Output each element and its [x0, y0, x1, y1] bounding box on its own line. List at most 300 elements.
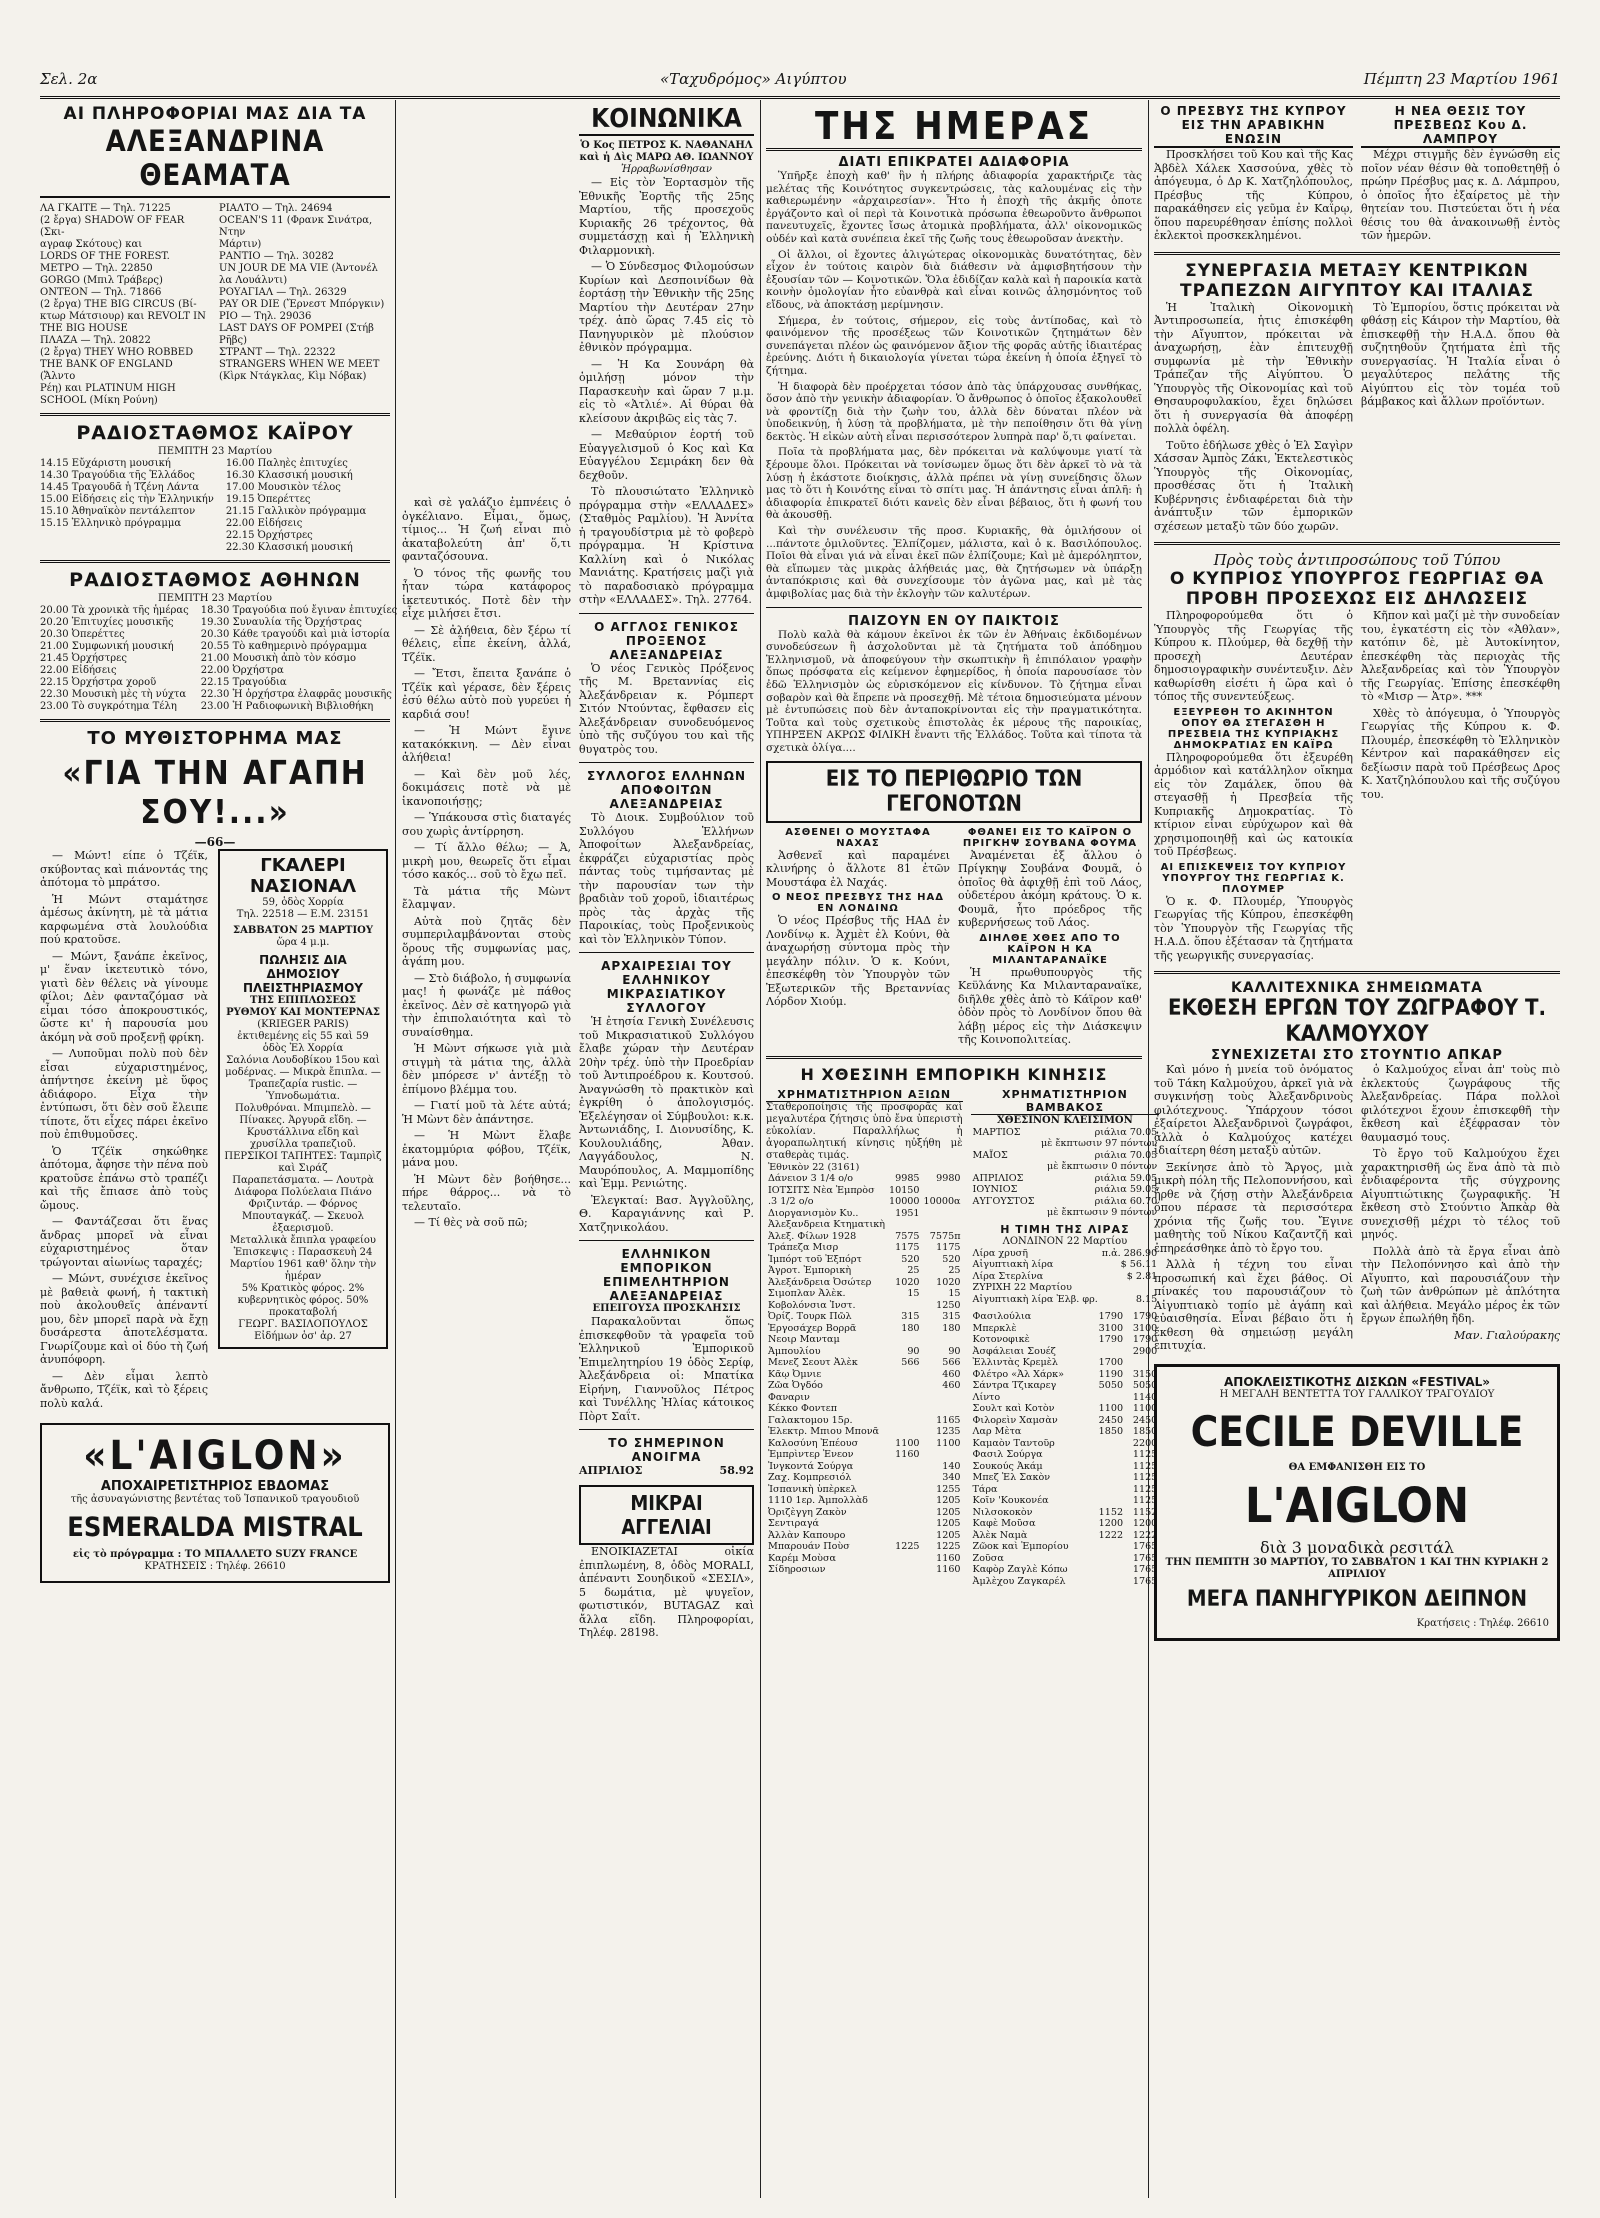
table-row [766, 1254, 963, 1266]
table-cell: 1152 [1098, 1506, 1124, 1518]
table-cell: ΑΥΓΟΥΣΤΟΣ [972, 1195, 1035, 1207]
table-cell: Μενεζ Σεουτ Ἀλὲκ [768, 1357, 858, 1369]
table-row [766, 1484, 963, 1496]
table-cell [1091, 1484, 1125, 1496]
table-row [766, 1495, 963, 1507]
table-cell: Σουκούς Ἀκάμ [972, 1460, 1043, 1472]
table-cell: 1100 [1098, 1403, 1124, 1415]
gallery-krieger: (KRIEGER PARIS) [257, 1019, 349, 1030]
table-cell: 1951 [895, 1207, 920, 1219]
table-row [971, 1334, 1160, 1346]
table-cell: 1020 [895, 1276, 920, 1288]
opening-row [579, 1464, 754, 1477]
table-row [971, 1438, 1160, 1450]
novel-continued [402, 104, 571, 1643]
section-title: ΤΗΣ ΗΜΕΡΑΣ [766, 104, 1142, 151]
table-cell: ριάλια 60.70 [1094, 1195, 1158, 1207]
table-cell: Καρέμ Μοὺσα [768, 1552, 836, 1564]
trade-title: Η ΧΘΕΣΙΝΗ ΕΜΠΟΡΙΚΗ ΚΙΝΗΣΙΣ [800, 1064, 1108, 1084]
table-cell: 1765 [1132, 1575, 1158, 1587]
table-row [971, 1369, 1160, 1381]
pound-table [971, 1248, 1160, 1306]
table-cell: Ἰμπόρτ τοῦ Ἐξπόρτ [768, 1253, 862, 1265]
radio-cairo-title: ΡΑΔΙΟΣΤΑΘΜΟΣ ΚΑΪΡΟΥ [76, 422, 354, 444]
article1-text [766, 170, 1142, 601]
table-row [971, 1380, 1160, 1392]
table-cell: Κέκκο Φοντεπ [768, 1403, 838, 1415]
cotton-title: ΧΡΗΜΑΤΙΣΤΗΡΙΟΝ ΒΑΜΒΑΚΟΣ [971, 1088, 1160, 1115]
table-cell [887, 1553, 922, 1565]
table-cell: 5050 [1132, 1380, 1158, 1392]
table-cell: Σεντιραγά [768, 1518, 819, 1530]
table-row [766, 1346, 963, 1358]
cinema-line: ΡΑΝΤΙΟ — Τηλ. 30282 [219, 251, 335, 262]
paragraph: καὶ σὲ γαλάζιο ἐμπνέεις ὁ ὀγκέλιανο. Εἶμαι, ὅμως, τίμιος... Ἡ ζωή εἶναι πιὸ ἀκαταβολεύτη ἀπ' ὅ,τι φανταζόσουνα. [402, 496, 572, 563]
classifieds-title: ΜΙΚΡΑΙ ΑΓΓΕΛΙΑΙ [621, 1491, 712, 1539]
schedule-entry [40, 530, 214, 542]
table-row [971, 1484, 1160, 1496]
table-cell [1091, 1576, 1125, 1588]
paragraph: Ἡ Μὼντ δὲν βοήθησε... πήρε θάρρος... νὰ τὸ τελευταῖο. [402, 1172, 572, 1213]
opening-title: ΤΟ ΣΗΜΕΡΙΝΟΝ ΑΝΟΙΓΜΑ [608, 1436, 725, 1464]
paragraph: — Ἡ Κα Σουνάρη θὰ ὁμιλήσῃ μόνον τὴν Παρασκευὴν καὶ ὥραν 7 μ.μ. εἰς τὸ «Ἀτλιέ». Αἱ θύραι θὰ κλείσουν ἀκριβῶς εἰς τὰς 7. [579, 357, 754, 425]
schedule-entry: 15.00 Εἰδήσεις εἰς τὴν Ἑλληνικήν [40, 494, 214, 505]
social-engaged: Ἠρραβωνίσθησαν [621, 164, 712, 175]
schedule-entry: 22.30 Ἡ ὀρχήστρα ἐλαφρᾶς μουσικῆς [200, 689, 392, 700]
art-text-left [1154, 1063, 1353, 1356]
paper-name: «Ταχυδρόμος» Αιγύπτου [660, 70, 847, 88]
margin-b-title: Ο ΝΕΟΣ ΠΡΕΣΒΥΣ ΤΗΣ ΗΑΔ ΕΝ ΛΟΝΔΙΝΩ [772, 892, 944, 915]
column-left [40, 104, 398, 2204]
table-cell: Ἀλεξάνδρεια Ὀσώτερ [768, 1276, 872, 1288]
paragraph: — Σὲ ἀλήθεια, δὲν ξέρω τί θέλεις, εἶπε ἐκείνη, ἀλλά, Τζέϊκ. [402, 623, 572, 664]
table-row [766, 1231, 963, 1243]
table-cell: 2450 [1132, 1414, 1158, 1426]
table-cell: 1205 [936, 1518, 961, 1530]
novel-text-right [402, 496, 571, 1230]
table-cell: Φασιλ Σούργα [972, 1449, 1043, 1461]
table-row [971, 1357, 1160, 1369]
table-cell: 460 [942, 1368, 961, 1380]
cinema-line: (2 ἔργα) THEY WHO ROBBED [40, 347, 194, 358]
schedule-entry: 20.00 Τὰ χρονικὰ τῆς ἡμέρας [40, 605, 189, 616]
pound-date: ΛΟΝΔΙΝΟΝ 22 Μαρτίου [1002, 1235, 1128, 1247]
table-cell [922, 1185, 963, 1197]
paragraph: Ξεκίνησε ἀπὸ τὸ Ἄργος, μιὰ μικρὴ πόλη τῆς Πελοποννήσου, καὶ ἦρθε νὰ ζήσῃ στὴν Ἀλεξάνδρεια ὅπου πέρασε τὰ περισσότερα χρόνια τῆς ζωῆς του. Ἔγινε μαθητὴς τοῦ Νίκου Καζαντζῆ καὶ ἐπηρεάσθηκε ἀπὸ τὸ ἔργο του. [1154, 1160, 1353, 1255]
cinema-line: ΣΤΡΑΝΤ — Τηλ. 22322 [219, 347, 336, 358]
paragraph: — Δὲν εἶμαι λεπτὸ ἄνθρωπο, Τζέϊκ, καὶ τὸ ξέρεις πολὺ καλά. [40, 1369, 208, 1410]
schedule-entry: 21.00 Συμφωνική μουσική [40, 641, 174, 652]
schedule-entry: 22.00 Εἰδήσεις [40, 665, 117, 676]
stock-title: ΧΡΗΜΑΤΙΣΤΗΡΙΟΝ ΑΞΙΩΝ [766, 1088, 963, 1102]
table-row [971, 1426, 1160, 1438]
novel-title: «ΓΙΑ ΤΗΝ ΑΓΑΠΗ ΣΟΥ!...» [62, 753, 368, 831]
table-cell [1091, 1392, 1125, 1404]
table-cell: 1790 [1132, 1334, 1158, 1346]
table-cell: 315 [901, 1311, 920, 1323]
paragraph: — Ἡ Μώντ ἔγινε κατακόκκινη. — Δὲν εἶναι ἀλήθεια! [402, 724, 572, 764]
table-cell: 1125 [1132, 1449, 1158, 1461]
union-title: ΣΥΛΛΟΓΟΣ ΕΛΛΗΝΩΝ ΑΠΟΦΟΙΤΩΝ ΑΛΕΞΑΝΔΡΕΙΑΣ [587, 769, 746, 811]
table-cell [887, 1300, 922, 1312]
schedule-entry: 14.30 Τραγούδια τῆς Ἑλλάδος [40, 470, 195, 481]
table-cell [887, 1162, 922, 1174]
schedule-entry: 16.30 Κλασσική μουσική [225, 470, 353, 481]
table-cell: 10150 [889, 1184, 920, 1196]
table-cell: 340 [942, 1472, 961, 1484]
table-row [971, 1507, 1160, 1519]
table-cell: 520 [942, 1253, 961, 1265]
table-cell [887, 1507, 922, 1519]
deville-advert [1154, 1364, 1560, 1641]
cinema-line: Μάρτιν) [219, 239, 262, 250]
paragraph: Τὰ μάτια τῆς Μὼντ ἔλαμψαν. [402, 884, 572, 911]
table-cell: Ἀσφάλειαι Σουέζ [972, 1345, 1056, 1357]
table-cell: Φιλορεὶν Χαμσὰν [972, 1414, 1058, 1426]
table-row [971, 1127, 1160, 1139]
table-cell: Σάντρα Τζικαρεγ [972, 1380, 1057, 1392]
table-row [766, 1369, 963, 1381]
table-row [971, 1541, 1160, 1553]
radio-athens-schedule [40, 605, 398, 713]
table-cell: 315 [942, 1311, 961, 1323]
table-row [971, 1518, 1160, 1530]
aiglon-week: ΑΠΟΧΑΙΡΕΤΙΣΤΗΡΙΟΣ ΕΒΔΟΜΑΣ [100, 1479, 330, 1494]
article1-title: ΔΙΑΤΙ ΕΠΙΚΡΑΤΕΙ ΑΔΙΑΦΟΡΙΑ [838, 155, 1070, 170]
table-row [971, 1271, 1160, 1283]
deville-dinner: ΜΕΓΑ ΠΑΝΗΓΥΡΙΚΟΝ ΔΕΙΠΝΟΝ [1186, 1586, 1528, 1612]
table-cell: Λίντο [972, 1391, 1001, 1403]
cinema-line: ΜΕΤΡΟ — Τηλ. 22850 [40, 263, 153, 274]
table-row [766, 1219, 963, 1231]
table-row [766, 1415, 963, 1427]
cinema-line: ΡΙΑΛΤΟ — Τηλ. 24694 [219, 203, 333, 214]
table-cell: 2450 [1098, 1414, 1124, 1426]
table-row [766, 1185, 963, 1197]
social-text [579, 176, 754, 607]
ambassador-title: Η ΝΕΑ ΘΕΣΙΣ ΤΟΥ ΠΡΕΣΒΕΩΣ Κου Δ. ΛΑΜΠΡΟΥ [1361, 104, 1560, 148]
aiglon-program: εἰς τὸ πρόγραμμα : ΤΟ ΜΠΑΛΛΕΤΟ SUZY FRANCE [72, 1549, 358, 1560]
article2-text: Πολὺ καλὰ θὰ κάμουν ἐκεῖνοι ἐκ τῶν ἐν Ἀθήναις ἐκδιδομένων συνοδεύσεων ἢ ἀσχολοῦνται μὲ τὰ ζητήματα τοῦ ἀπόδημου Ἑλληνισμοῦ, νὰ ἀποφεύγουν τὴν σκωπτικὴν ἢ ἐπιπόλαιον γραφὴν ὅπως πρόσφατα εἰς κείμενον ἐφημερίδος, ἡ ὁποία παρουσίασε τὸν ἐδῶ Ἑλληνισμὸν ὡς εὑρισκόμενον εἰς κίνδυνον. Τὸ ζήτημα εἶναι σοβαρὸν καὶ θὰ ἔπρεπε νὰ προσεχθῇ. Μὲ τέτοια δημοσιεύματα μένουν μὲ ἐντυπώσεις ποὺ δὲν ἀνταποκρίνονται εἰς τὴν πραγματικότητα. Τοῦτα καὶ τοὺς σχετικοὺς ἐπιστολὰς ἐκ μέρους τῆς παροικίας, ΥΠΗΡΞΕΝ ΑΚΡΩΣ ΦΙΛΙΚΗ ἔναντι τῆς Ἑλλάδος. Τοῦτα καὶ τίποτα τὰ σχετικὰ ὀλίγα.... [766, 628, 1142, 754]
paragraph: — Ὑπάκουσα στὶς διαταγές σου χωρὶς ἀντίρρηση. [402, 811, 572, 838]
table-cell [1091, 1346, 1125, 1358]
table-cell: Ζαχ. Κομπρεσιόλ [768, 1472, 852, 1484]
deville-header: ΑΠΟΚΛΕΙΣΤΙΚΟΤΗΣ ΔΙΣΚΩΝ «FESTIVAL» [1224, 1374, 1490, 1389]
schedule-entry: 18.30 Τραγούδια πού ἔγιναν ἐπιτυχίες [200, 605, 398, 616]
table-cell [887, 1495, 922, 1507]
table-cell [887, 1334, 922, 1346]
theatres-heading: ΑΛΕΞΑΝΔΡΙΝΑ ΘΕΑΜΑΤΑ [40, 124, 390, 198]
margin-items [766, 827, 1142, 1050]
market-table [971, 1311, 1160, 1587]
table-cell: 1255 [936, 1483, 961, 1495]
table-cell: Καφὲ Μοῦσα [972, 1518, 1036, 1530]
table-cell: 1200 [1132, 1518, 1158, 1530]
table-row [971, 1415, 1160, 1427]
table-cell: 1700 [1098, 1357, 1124, 1369]
margin-title: ΕΙΣ ΤΟ ΠΕΡΙΘΩΡΙΟ ΤΩΝ ΓΕΓΟΝΟΤΩΝ [825, 766, 1083, 817]
art-sign: Μαν. Γιαλούρακης [1454, 1328, 1560, 1342]
table-cell: 1222 [1132, 1529, 1158, 1541]
table-cell: Μπεζ Ἐλ Σακὸν [972, 1472, 1051, 1484]
table-row [971, 1564, 1160, 1576]
table-cell: Αἰγυπτιακὴ λίρα [972, 1259, 1054, 1271]
paragraph: Ὁ τόνος τῆς φωνῆς του ἦταν τώρα κατάφορος ἱκετευτικός. Ποτὲ δὲν τὴν εἶχε μιλήσει ἔτσι. [402, 566, 572, 620]
union-text: Τὸ Διοικ. Συμβούλιον τοῦ Συλλόγου Ἑλλήνων Ἀποφοίτων Ἀλεξανδρείας, ἐκφράζει εὐχαριστίας πρὸς πάντας τοὺς τιμήσαντας μὲ τὴν παρουσίαν των τὴν βραδιὰν τοῦ χοροῦ, ἰδιαιτέρως πρὸς τὰς ἀρχὰς τῆς Παροικίας, τοὺς Προξενικοὺς καὶ τὸν Ἑλληνικὸν Τύπον. [579, 811, 754, 946]
table-cell: Λίρα χρυσῆ [972, 1247, 1028, 1259]
table-cell: 1790 [1098, 1311, 1124, 1323]
table-cell [1091, 1564, 1125, 1576]
table-cell: 1020 [936, 1276, 961, 1288]
table-row [971, 1553, 1160, 1565]
gallery-advert [218, 849, 388, 1349]
cinema-line: λα Λουάλντι) [219, 275, 288, 286]
schedule-entry: 20.20 Ἐπιτυχίες μουσικῆς [40, 617, 174, 628]
gallery-item: ΠΕΡΣΙΚΟΙ ΤΑΠΗΤΕΣ: Ταμπρὶζ καὶ Σιράζ [224, 1151, 382, 1174]
paragraph: — Μώντ! είπε ὁ Τζέϊκ, σκύβοντας καὶ πιάνοντάς της ἀπότομα τὸ μπράτσο. [40, 849, 208, 889]
table-cell: ριάλια 59.05 [1094, 1184, 1158, 1196]
paragraph: Τὸ ἔργο τοῦ Καλμούχου ἔχει χαρακτηρισθῆ ὡς ἕνα ἀπὸ τὰ πιὸ ἐνδιαφέροντα τῆς σύγχρονης Αἰγυπτιώτικης ζωγραφικῆς. Ἡ ἔκθεση στὸ Στούντιο Ἀπκὰρ θὰ συνεχισθῇ μέχρι τὸ τέλος τοῦ μηνός. [1361, 1147, 1560, 1241]
table-cell: ΙΟΤΣΙΤΣ Νὲα Ἐμπρὸσ [768, 1184, 875, 1196]
table-row [971, 1576, 1160, 1588]
chamber-sub: ΕΠΕΙΓΟΥΣΑ ΠΡΟΣΚΛΗΣΙΣ [592, 1303, 741, 1314]
table-cell: .3 1/2 ο/ο [768, 1196, 814, 1208]
gallery-display: ἐκτιθεμένης εἰς 55 καὶ 59 ὁδὸς Ἐλ Χορρία [237, 1031, 369, 1054]
table-cell: 25 [907, 1265, 920, 1277]
archives-title: ΑΡΧΑΙΡΕΣΙΑΙ ΤΟΥ ΕΛΛΗΝΙΚΟΥ ΜΙΚΡΑΣΙΑΤΙΚΟΥ ΣΥΛΛΟΓΟΥ [601, 959, 732, 1015]
table-cell: 1175 [936, 1242, 961, 1254]
column-middle-left [402, 104, 754, 2204]
column-divider [760, 100, 761, 2198]
table-row [971, 1294, 1160, 1306]
table-cell: 1205 [936, 1529, 961, 1541]
table-row [971, 1392, 1160, 1404]
cinema-line: (2 ἔργα) THE BIG CIRCUS (Βί- [40, 299, 197, 310]
table-cell: Καμαὸν Ταντοῦρ [972, 1437, 1055, 1449]
margin-box [766, 761, 1142, 823]
table-row [766, 1426, 963, 1438]
table-cell: 1100 [1132, 1403, 1158, 1415]
schedule-entry: 22.00 Ὀρχήστρα [200, 665, 284, 676]
table-cell: 1125 [1132, 1495, 1158, 1507]
social-title: ΚΟΙΝΩΝΙΚΑ [579, 104, 754, 136]
cinema-line: THE BANK OF ENGLAND (Ἄλντο [40, 359, 173, 382]
table-cell [922, 1219, 963, 1231]
table-cell: 3100 [1098, 1322, 1124, 1334]
table-cell: 1110 1ερ. Ἀμπολλὰδ [768, 1495, 868, 1507]
deville-appear: ΘΑ ΕΜΦΑΝΙΣΘΗ ΕΙΣ ΤΟ [1288, 1461, 1426, 1473]
visit-text: Ὁ κ. Φ. Πλουμέρ, Ὑπουργὸς Γεωργίας τῆς Κύπρου, ἐπεσκέφθη τὸν Ὑπουργὸν τῆς Γεωργίας τῆς Η.Α.Δ. ὅπου ἐξέτασαν τὰ ζητήματα τῆς γεωργικῆς συνεργασίας. [1154, 894, 1353, 962]
gallery-item: Ἐπισκεψις : Παρασκευὴ 24 Μαρτίου 1961 καθ' ὅλην τὴν ἡμέραν [229, 1247, 377, 1282]
table-cell: 1205 [936, 1495, 961, 1507]
paragraph: — Μώντ, ξανάπε ἐκεῖνος, μ' ἕναν ἱκετευτικὸ τόνο, γιατὶ δὲν θέλεις νὰ γίνουμε φίλοι; Δὲν φανταζόμασ νὰ εἶμαι τόσο ἀποκρουστικός, ὥστε κι' ἡ παρουσία μου ἀκόμη νὰ σοῦ προξενῇ φρίκη. [40, 949, 208, 1044]
cinema-line: UN JOUR DE MA VIE (Ἀντονέλ [219, 263, 378, 274]
cyprus-title: Ο ΠΡΕΣΒΥΣ ΤΗΣ ΚΥΠΡΟΥ ΕΙΣ ΤΗΝ ΑΡΑΒΙΚΗΝ ΕΝΩΣΙΝ [1154, 104, 1353, 148]
gallery-time: ὥρα 4 μ.μ. [276, 937, 330, 948]
table-cell: Κᾶῳ Ὀμνιε [768, 1368, 822, 1380]
paragraph: Καὶ μόνο ἡ μνεία τοῦ ὀνόματος τοῦ Τάκη Καλμούχου, ἀρκεῖ γιὰ νὰ συγκινήσῃ τοὺς Ἀλεξανδρινοὺς φιλότεχνους. Ὑπάρχουν τόσοι ἐξαίρετοι Ἀλεξανδρινοὶ ζωγράφοι, ἀλλὰ ὁ Καλμούχος κατέχει ἰδιαίτερη θέση μεταξὺ αὐτῶν. [1154, 1063, 1353, 1157]
table-cell: Καφὸρ Ζαγλὲ Κόπω [972, 1564, 1068, 1576]
masthead [40, 62, 1560, 99]
cinema-line: ΟΝΤΕΟΝ — Τηλ. 71866 [40, 287, 162, 298]
table-cell [922, 1208, 963, 1220]
table-cell: 1765 [1132, 1552, 1158, 1564]
table-row [971, 1495, 1160, 1507]
table-cell: Ἰσπανικὴ ὑπὲρκελ [768, 1483, 857, 1495]
table-cell: Κοῖν 'Κουκονέα [972, 1495, 1049, 1507]
cinema-line: (2 ἔργα) SHADOW OF FEAR (Σκι- [40, 215, 185, 238]
cinema-line: (Κὶρκ Ντάγκλας, Κὶμ Νόβακ) [219, 371, 367, 382]
deville-phone: Κρατήσεις : Τηλέφ. 26610 [1416, 1617, 1549, 1629]
cinema-line: ΛΑ ΓΚΑΙΤΕ — Τηλ. 71225 [40, 203, 171, 214]
schedule-entry: 22.15 Τραγούδια [200, 677, 287, 688]
social-column [579, 104, 754, 1643]
paragraph: — Μεθαύριον ἑορτή τοῦ Εὐαγγελισμοῦ ὁ Κος καὶ Κα Εὐαγγέλου Σεμιράκη δεν θὰ δεχθοῦν. [579, 428, 754, 482]
gallery-item: 5% Κρατικὸς φόρος. 2% κυβερνητικὸς φόρος. 50% προκαταβολή [237, 1283, 369, 1318]
table-cell [922, 1392, 963, 1404]
table-row [971, 1196, 1160, 1208]
table-cell: 1165 [936, 1414, 961, 1426]
table-cell: 3100 [1132, 1322, 1158, 1334]
table-row [766, 1541, 963, 1553]
table-cell: 1850 [1098, 1426, 1124, 1438]
consul-text: Ὁ νέος Γενικὸς Πρόξενος τῆς Μ. Βρεταννίας εἰς Ἀλεξάνδρειαν κ. Ρόμπερτ Σιτόν Ντούντας, ἔφθασεν εἰς Ἀλεξάνδρειαν συνοδευόμενος ὑπὸ τῆς συζύγου του καὶ τῆς θυγατρὸς του. [579, 661, 754, 756]
table-cell: 1790 [1132, 1311, 1158, 1323]
table-cell [922, 1162, 963, 1174]
table-cell: 9985 [895, 1173, 920, 1185]
table-cell: Ἐλεκτρ. Μπιου Μπονᾶ [768, 1426, 880, 1438]
table-cell: Ἀμπουλίου [768, 1345, 821, 1357]
table-cell: ΙΟΥΝΙΟΣ [972, 1184, 1018, 1196]
paragraph: Ἀλλὰ ἡ τέχνη του εἶναι προσωπική καὶ ἔχει βάθος. Οἱ πίνακές του παρουσιάζουν τὸ Αἰγυπτιακὸ τοπίο μὲ ἀγάπη καὶ εὐαισθησία. Εἶναι βέβαιο ὅτι ἡ ἔκθεση θὰ σημειώσῃ μεγάλη ἐπιτυχία. [1154, 1258, 1353, 1352]
table-cell: 10000 [889, 1196, 920, 1208]
margin-b-text: Ὁ νέος Πρέσβυς τῆς ΗΑΔ ἐν Λονδίνῳ κ. Ἀχμὲτ ἐλ Κούνι, θὰ ἀναχωρήσῃ σύντομα πρὸς τὴν μεγάλην πόλιν. Ὁ κ. Κούνι, ἐπεσκέφθη τὸν Ὑπουργὸν τῶν Ἐξωτερικῶν τῆς Βρεταννίας Λόρδον Χιούμ. [766, 914, 950, 1009]
table-cell: Ἀλὲκ Ναμὰ [972, 1529, 1028, 1541]
paragraph: — Τί θὲς νὰ σοῦ πῶ; [414, 1216, 528, 1229]
schedule-entry: 22.30 Κλασσική μουσική [225, 542, 353, 553]
table-row [766, 1518, 963, 1530]
deville-sub: Η ΜΕΓΑΛΗ ΒΕΝΤΕΤΤΑ ΤΟΥ ΓΑΛΛΙΚΟΥ ΤΡΑΓΟΥΔΙΟΥ [1219, 1388, 1495, 1400]
gallery-date: ΣΑΒΒΑΤΟΝ 25 ΜΑΡΤΙΟΥ [233, 925, 373, 936]
paragraph: Ἡ Ἰταλικὴ Οἰκονομικὴ Ἀντιπροσωπεία, ἡτις ἐπισκέφθη τὴν Αἴγυπτον, πρόκειται νὰ ἀναχωρήσῃ, ἐὰν ἐπιτευχθῇ συμφωνία μὲ τὴν Ἐθνικὴν Τράπεζαν τῆς Αἰγύπτου. Ὁ Ὑπουργὸς τῆς Οἰκονομίας καὶ τοῦ Θησαυροφυλακίου, ἔχει δηλώσει ὅτι ἡ συνεργασία θὰ ἀποφέρῃ πολλὰ ὀφέλη. [1154, 300, 1353, 435]
gallery-phones: Τηλ. 22518 — Ε.Μ. 23151 [236, 909, 370, 920]
table-cell: 1200 [1098, 1518, 1124, 1530]
aiglon-desc: τῆς ἀσυναγώνιστης βεντέτας τοῦ Ἱσπανικοῦ τραγουδιοῦ [70, 1494, 360, 1505]
table-cell [922, 1334, 963, 1346]
table-cell: 1225 [936, 1541, 961, 1553]
table-cell: Κοβολόνσια Ἰνστ. [768, 1299, 856, 1311]
column-center [766, 104, 1158, 2204]
table-row [766, 1277, 963, 1289]
table-cell [887, 1219, 922, 1231]
table-cell: Νεοιρ Μανταμ [768, 1334, 840, 1346]
gallery-furniture: ΤΗΣ ΕΠΙΠΛΩΣΕΩΣ ΡΥΘΜΟΥ ΚΑΙ ΜΟΝΤΕΡΝΑΣ [226, 995, 380, 1018]
cinema-line: ΡΟΥΑΓΙΑΛ — Τηλ. 26329 [219, 287, 347, 298]
table-cell [922, 1403, 963, 1415]
table-cell: Ἑργοσάχερ Βορρᾶ [768, 1322, 857, 1334]
schedule-entry: 20.30 Κάθε τραγούδι καὶ μιὰ ἱστορία [200, 629, 390, 640]
table-row [971, 1449, 1160, 1461]
table-cell: Φλέτρο «Ἀλ Χάρκ» [972, 1368, 1064, 1380]
table-row [971, 1472, 1160, 1484]
table-row [971, 1248, 1160, 1260]
gallery-item: ΓΕΩΡΓ. ΒΑΣΙΛΟΠΟΥΛΟΣ [238, 1319, 368, 1330]
opening-value: 58.92 [719, 1464, 754, 1477]
table-cell [887, 1461, 922, 1473]
gallery-item: Παραπετάσματα. — Λουτρὰ Διάφορα Πολύελαια Πιάνο [232, 1175, 374, 1198]
table-cell [1091, 1461, 1125, 1473]
press-title: Ο ΚΥΠΡΙΟΣ ΥΠΟΥΡΓΟΣ ΓΕΩΡΓΙΑΣ ΘΑ ΠΡΟΒΗ ΠΡΟΣΕΧΩΣ ΕΙΣ ΔΗΛΩΣΕΙΣ [1169, 569, 1545, 609]
table-cell [887, 1472, 922, 1484]
table-cell: 7575 [895, 1230, 920, 1242]
gallery-item: Φριζιντάρ. — Φόρνος Μπουταγκάζ. — Σκευολ ἐξαερισμοῦ. [241, 1199, 365, 1234]
paragraph: Τοῦτο ἐδήλωσε χθὲς ὁ Ἐλ Σαγὶρν Χάσσαν Ἀμπὸς Ζάκι, Ἐκτελεστικὸς Ὑπουργὸς τῆς Οἰκονομίας, προσθέσας ὅτι ἡ Ἰταλικὴ Κυβέρνησις ἐνδιαφέρεται διὰ τὴν ἀνάπτυξιν τῶν ἐμπορικῶν σχέσεων μεταξὺ τῶν δύο χωρῶν. [1154, 438, 1353, 533]
table-cell [971, 1207, 1038, 1219]
table-cell: 1160 [895, 1449, 920, 1461]
table-cell [1100, 1282, 1160, 1294]
cyprus-text: Προσκλήσει τοῦ Κου καὶ τῆς Κας Ἀβδὲλ Χάλεκ Χασσούνα, χθὲς τὸ ἀπόγευμα, ὁ Δρ Κ. Χατζηλόπουλος, Πρέσβυς τῆς Κύπρου, παρακάθησεν εἰς γεῦμα ἐν Καΐρῳ, ὅπου παρευρέθησαν ἐπίσης πολλοὶ ἐκλεκτοὶ προσκεκλημένοι. [1154, 148, 1353, 242]
table-cell: Μπερκλὲ [972, 1322, 1017, 1334]
table-row [766, 1438, 963, 1450]
table-cell: 2900 [1132, 1345, 1158, 1357]
paragraph: — Τί ἄλλο θέλω; — Ἀ, μικρὴ μου, θεωρεῖς ὅτι εἶμαι τόσο κακός... σοῦ τὸ ἔχω πεῖ. [402, 841, 572, 881]
visit-title: ΑΙ ΕΠΙΣΚΕΨΕΙΣ ΤΟΥ ΚΥΠΡΙΟΥ ΥΠΟΥΡΓΟΥ ΤΗΣ ΓΕΩΡΓΙΑΣ Κ. ΠΛΟΥΜΕΡ [1160, 861, 1347, 895]
cotton-sub: ΧΘΕΣΙΝΟΝ ΚΛΕΙΣΙΜΟΝ [997, 1114, 1133, 1126]
gallery-item: Σαλόνια Λουδοβίκου 15ου καὶ μοδέρνας. — Μικρὰ ἔπιπλα. — Τραπεζαρία rustic. — Ὑπνοδωμάτια. [225, 1055, 381, 1102]
deville-venue: L'AIGLON [1244, 1477, 1470, 1534]
table-cell: $ 2.81 [1126, 1270, 1158, 1282]
schedule-entry: 22.15 Ὀρχήστρα χοροῦ [40, 677, 157, 688]
table-cell: Αἰγυπτιακὴ λίρα Ἐλβ. φρ. [972, 1293, 1098, 1305]
banks-title: ΣΥΝΕΡΓΑΣΙΑ ΜΕΤΑΞΥ ΚΕΝΤΡΙΚΩΝ ΤΡΑΠΕΖΩΝ ΑΙΓΥΠΤΟΥ ΚΑΙ ΙΤΑΛΙΑΣ [1179, 260, 1534, 301]
table-cell: ριάλια 59.05 [1094, 1172, 1158, 1184]
paragraph: Ἡ Μὼντ σήκωσε γιὰ μιὰ στιγμὴ τὰ μάτια της, ἀλλὰ δὲν μπόρεσε ν' ἀντέξῃ τὸ ἐπίμονο βλέμμα του. [402, 1042, 572, 1096]
stock-table [766, 1162, 963, 1576]
stock-intro: Σταθεροποίησις τῆς προσφορᾶς καὶ μεγαλυτέρα ζήτησις ὑπὸ ἔνα ὑπεριστὴ εὐκολίαν. Παραλλήλως ἡ ἀγοραπωλητική κίνησις ηὐξήθη μὲ σταθερὰς τιμάς. [766, 1101, 963, 1161]
table-cell: μὲ ἔκπτωσιν 0 πόντων [1047, 1161, 1158, 1173]
table-cell: Τάρα [972, 1483, 998, 1495]
paragraph: — Ἔτσι, ἔπειτα ξανάπε ὁ Τζέϊκ καὶ γέρασε, δὲν ξέρεις ἐσύ θέλω αὐτὸ ποὺ γυρεύει ἡ καρδιά σου! [402, 667, 572, 721]
table-cell: 1765 [1132, 1541, 1158, 1553]
table-cell [887, 1518, 922, 1530]
table-cell: 9980 [936, 1173, 961, 1185]
table-row [766, 1300, 963, 1312]
gallery-item: Μεταλλικὰ ἔπιπλα γραφείου [230, 1235, 376, 1246]
table-cell: Καλοσύνη Ἐπέουσ [768, 1437, 859, 1449]
table-cell: Λαρ Μὲτα [972, 1426, 1022, 1438]
table-cell: μὲ ἔκπτωσιν 9 πόντων [1047, 1207, 1158, 1219]
article2-title: ΠΑΙΖΟΥΝ ΕΝ ΟΥ ΠΑΙΚΤΟΙΣ [848, 613, 1060, 629]
gallery-address: 59, ὁδὸς Χορρία [262, 897, 344, 908]
table-row [766, 1173, 963, 1185]
press-right: Κῆπον καὶ μαζί μὲ τὴν συνοδείαν του, ἐγκατέστη εἰς τὸν «Ἀθλαν», κατόπιν δὲ, μὲ Ἀυτοκίνητον, ἐπεσκέφθη τὰς περιοχὰς τῆς Ἀλεξανδρείας καὶ τὸν Ὑπουργὸν τῆς Γεωργίας. Ἐπίσης ἐπεσκέφθη τὸ «Μισρ — Ἀτρ». *** [1361, 609, 1560, 703]
table-cell [1091, 1449, 1125, 1461]
cinema-line: αγραφ Σκότους) και [40, 239, 143, 250]
table-cell: Μπαρουάν Ποὺσ [768, 1541, 850, 1553]
table-row [971, 1259, 1160, 1271]
novel-text-left [40, 849, 208, 1413]
banks-text-right: Τὸ Ἐμπορίου, ὅστις πρόκειται νὰ φθάσῃ εἰς Κάιρον τὴν Μαρτίου, θὰ ἐπισκεφθῇ τὴν Η.Α.Δ. ὅπου θὰ συζητηθοῦν ζητήματα ἐπὶ τῆς συνεργασίας. Ἡ Ἰταλία εἶναι ὁ μεγαλύτερος πελάτης τῆς Αἰγύπτου εἰς τὸν τομέα τοῦ βάμβακος καὶ ἄλλων προϊόντων. [1361, 300, 1560, 408]
table-cell [887, 1564, 922, 1576]
table-row [766, 1311, 963, 1323]
table-cell [887, 1426, 922, 1438]
table-cell: Ἀλεξανδρεια Κτηματικὴ [768, 1219, 885, 1231]
paragraph: Ἡ διαφορὰ δὲν προέρχεται τόσον ἀπὸ τὰς ὑπάρχουσας συνθήκας, ὅσον ἀπὸ τὴν γενικὴν ἀδιαφορίαν. Ὁ ἄνθρωπος ὁ ὁποῖος ἐξακολουθεῖ νὰ φροντίζῃ διὰ τὴν ζωὴν του, ἀλλὰ δὲν δύναται πλέον νὰ ὑποδεικνύῃ, ἡ λύσῃ τὰ προβλήματα, μὲ τὴν πεποίθησιν ὅτι θὰ γίνῃ δεκτὸς. Ἡ εἰκὼν αὐτὴ εἶναι περισσότερον λυπηρὰ παρ' ὅ,τι φαίνεται. [766, 380, 1142, 443]
schedule-entry: 14.45 Τραγουδᾶ ἡ Τζένη Λάντα [40, 482, 200, 493]
radio-cairo-date: ΠΕΜΠΤΗ 23 Μαρτίου [158, 446, 272, 457]
schedule-entry: 17.00 Μουσικὸν τέλος [225, 482, 341, 493]
table-row [766, 1403, 963, 1415]
